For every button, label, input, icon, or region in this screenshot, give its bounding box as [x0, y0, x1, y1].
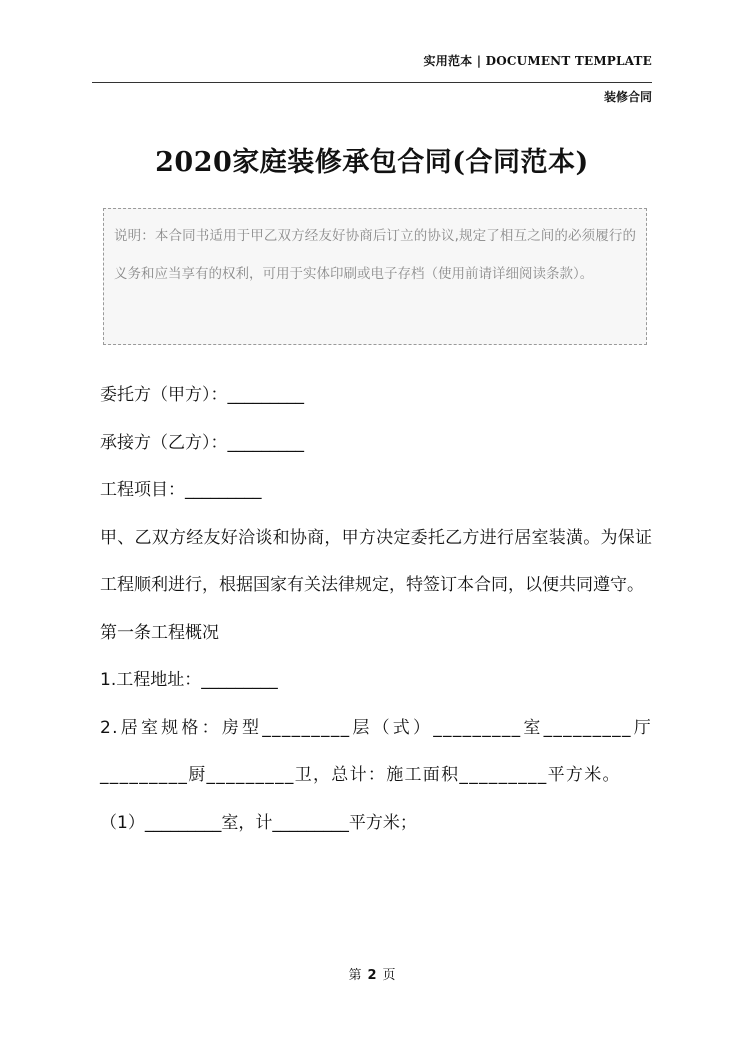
- header-top-label: 实用范本 | DOCUMENT TEMPLATE: [423, 54, 652, 68]
- header-sub-label: 装修合同: [603, 90, 652, 104]
- client-line: 委托方（甲方）：_________: [100, 385, 304, 405]
- page-number: 2: [367, 968, 377, 983]
- project-line: 工程项目：_________: [100, 480, 262, 500]
- contractor-line: 承接方（乙方）：_________: [100, 432, 304, 453]
- note-box: 说明：本合同书适用于甲乙双方经友好协商后订立的协议,规定了相互之间的必须履行的义务和应当享有的权利，可用于实体印刷或电子存档（使用前请详细阅读条款）。: [103, 208, 647, 345]
- footer-suffix: 页: [382, 968, 396, 983]
- clause-room-area: （1）_________室，计_________平方米；: [100, 812, 417, 833]
- section-heading: 第一条工程概况: [100, 622, 219, 643]
- document-body: [100, 372, 652, 847]
- intro-paragraph: 甲、乙双方经友好洽谈和协商，甲方决定委托乙方进行居室装潢。为保证工程顺利进行，根据国家有关法律规定，特签订本合同，以便共同遵守。: [100, 527, 652, 595]
- footer-prefix: 第: [348, 968, 362, 983]
- header-divider: [92, 82, 652, 83]
- document-title: 2020家庭装修承包合同(合同范本): [155, 147, 589, 178]
- clause-address: 1.工程地址：_________: [100, 670, 278, 690]
- clause-room-spec: 2.居室规格：房型_________层（式）_________室_________厅_________厨_________卫，总计：施工面积_________平方米。: [100, 717, 652, 785]
- page-footer: [0, 964, 744, 983]
